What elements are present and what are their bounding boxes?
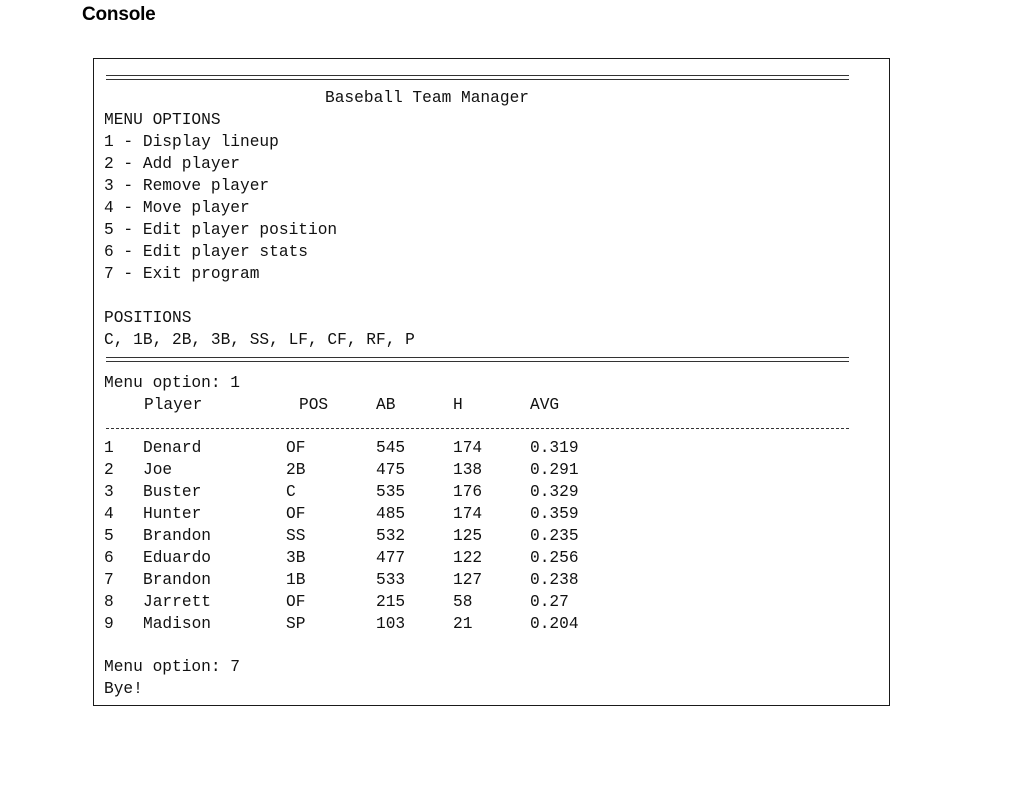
player-pos: SS [286,527,306,545]
table-row [104,592,804,614]
row-number: 5 [104,527,114,545]
row-number: 8 [104,593,114,611]
player-h: 127 [453,571,483,589]
row-number: 4 [104,505,114,523]
table-row [104,548,804,570]
player-name: Hunter [143,505,202,523]
player-avg: 0.204 [530,615,579,633]
player-name: Madison [143,615,211,633]
column-header-avg: AVG [530,396,560,414]
column-header-ab: AB [376,396,396,414]
player-ab: 477 [376,549,406,567]
player-name: Eduardo [143,549,211,567]
double-rule-top [106,75,849,80]
positions-list: C, 1B, 2B, 3B, SS, LF, CF, RF, P [104,331,415,349]
player-pos: C [286,483,296,501]
menu-item: 1 - Display lineup [104,133,279,151]
row-number: 6 [104,549,114,567]
console-window [93,58,890,706]
player-pos: OF [286,439,306,457]
player-pos: 1B [286,571,306,589]
player-name: Joe [143,461,173,479]
player-ab: 532 [376,527,406,545]
menu-item: 5 - Edit player position [104,221,338,239]
table-header [104,395,804,417]
player-pos: 2B [286,461,306,479]
dashed-rule [106,428,849,429]
menu-prompt: Menu option: 1 [104,374,240,392]
menu-item: 2 - Add player [104,155,240,173]
menu-item: 3 - Remove player [104,177,270,195]
player-avg: 0.27 [530,593,569,611]
row-number: 1 [104,439,114,457]
column-header-player: Player [144,396,203,414]
player-pos: SP [286,615,306,633]
menu-item: 4 - Move player [104,199,250,217]
farewell-message: Bye! [104,680,143,698]
player-pos: OF [286,593,306,611]
table-row [104,570,804,592]
menu-item: 6 - Edit player stats [104,243,308,261]
row-number: 2 [104,461,114,479]
player-h: 122 [453,549,483,567]
page-heading: Console [82,4,156,25]
player-h: 174 [453,505,483,523]
player-name: Denard [143,439,202,457]
player-h: 176 [453,483,483,501]
player-name: Buster [143,483,202,501]
player-avg: 0.291 [530,461,579,479]
player-avg: 0.235 [530,527,579,545]
player-ab: 475 [376,461,406,479]
column-header-pos: POS [299,396,329,414]
positions-header: POSITIONS [104,309,192,327]
menu-item: 7 - Exit program [104,265,260,283]
player-h: 138 [453,461,483,479]
menu-header: MENU OPTIONS [104,111,221,129]
player-name: Brandon [143,571,211,589]
player-h: 125 [453,527,483,545]
player-pos: OF [286,505,306,523]
row-number: 3 [104,483,114,501]
table-row [104,482,804,504]
player-ab: 535 [376,483,406,501]
app-title: Baseball Team Manager [325,89,529,107]
table-row [104,438,804,460]
double-rule-bottom [106,357,849,362]
player-name: Jarrett [143,593,211,611]
player-ab: 103 [376,615,406,633]
player-h: 21 [453,615,473,633]
player-pos: 3B [286,549,306,567]
player-avg: 0.329 [530,483,579,501]
table-row [104,460,804,482]
player-avg: 0.256 [530,549,579,567]
player-ab: 485 [376,505,406,523]
table-row [104,504,804,526]
player-ab: 545 [376,439,406,457]
table-row [104,614,804,636]
player-h: 58 [453,593,473,611]
player-avg: 0.319 [530,439,579,457]
column-header-h: H [453,396,463,414]
player-avg: 0.238 [530,571,579,589]
row-number: 7 [104,571,114,589]
menu-prompt: Menu option: 7 [104,658,240,676]
table-row [104,526,804,548]
player-name: Brandon [143,527,211,545]
row-number: 9 [104,615,114,633]
player-h: 174 [453,439,483,457]
player-ab: 215 [376,593,406,611]
player-avg: 0.359 [530,505,579,523]
player-ab: 533 [376,571,406,589]
